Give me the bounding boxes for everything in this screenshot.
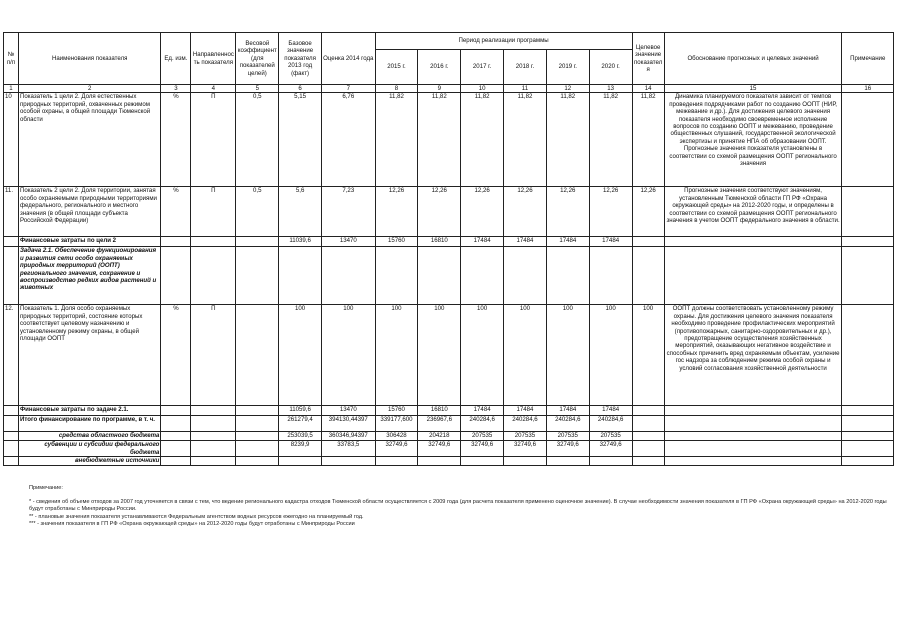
table-row-fin-goal2 [4,237,894,247]
target-value: 12,26 [632,187,664,237]
year-value: 32749,6 [418,441,461,457]
year-value: 306428 [375,432,418,441]
table-row-offbudget [4,457,894,465]
year-value: 240284,6 [504,416,547,432]
task-title: Задача 2.1. Обеспечение функционирования и развития сети особо охраняемых природных территорий (ООПТ) регионального значения, сохранение и воспроизводство редких видов растений и животных [18,247,160,305]
year-value: 240284,6 [546,416,589,432]
year-value: 11,82 [546,93,589,187]
estimate-value: 7,23 [322,187,376,237]
year-value: 100 [461,305,504,406]
year-value: 32749,6 [461,441,504,457]
year-value: 17484 [589,237,632,247]
year-value: 11,82 [375,93,418,187]
column-number: 9 [418,85,461,93]
estimate-value: 33783,5 [322,441,376,457]
year-value: 17484 [589,406,632,416]
header-name: Наименования показателя [18,33,160,85]
estimate-value: 13470 [322,406,376,416]
table-row-total [4,416,894,432]
note-cell [842,93,894,187]
header-direction: Направленность показателя [191,33,236,85]
table-row-regional [4,432,894,441]
header-base: Базовое значение показателя 2013 год (факт) [279,33,322,85]
year-value: 32749,6 [589,441,632,457]
note-cell [842,187,894,237]
year-value: 100 [546,305,589,406]
unit: % [161,93,191,187]
notes-section [29,485,889,529]
federal-label: субвенции и субсидии федерального бюджета [18,441,160,457]
header-year: 2019 г. [546,50,589,85]
column-number: 7 [322,85,376,93]
base-value: 253039,5 [279,432,322,441]
direction: П [191,93,236,187]
year-value: 339177,600 [375,416,418,432]
year-value: 204218 [418,432,461,441]
year-value: 32749,6 [546,441,589,457]
weight [236,305,279,406]
estimate-value: 13470 [322,237,376,247]
estimate-value: 100 [322,305,376,406]
estimate-value: 6,76 [322,93,376,187]
column-number: 4 [191,85,236,93]
year-value: 100 [418,305,461,406]
header-year: 2017 г. [461,50,504,85]
year-value: 207535 [504,432,547,441]
header-year: 2018 г. [504,50,547,85]
row-number: 11. [4,187,19,237]
year-value: 32749,6 [504,441,547,457]
note-cell [842,305,894,406]
target-value: 100 [632,305,664,406]
year-value: 15760 [375,237,418,247]
column-number: 12 [546,85,589,93]
estimate-value: 360346,94397 [322,432,376,441]
estimate-value: 394130,44397 [322,416,376,432]
year-value: 11,82 [461,93,504,187]
year-value: 207535 [589,432,632,441]
column-number: 5 [236,85,279,93]
header-unit: Ед. изм. [161,33,191,85]
header-target: Целевое значение показателя [632,33,664,85]
base-value: 261279,4 [279,416,322,432]
year-value: 17484 [546,406,589,416]
year-value: 17484 [461,237,504,247]
column-number: 15 [664,85,842,93]
year-value: 12,26 [589,187,632,237]
year-value: 17484 [461,406,504,416]
year-value: 12,26 [546,187,589,237]
year-value: 100 [589,305,632,406]
indicator-table [3,32,894,466]
direction: П [191,305,236,406]
regional-label: средства областного бюджета [18,432,160,441]
unit: % [161,187,191,237]
unit: % [161,305,191,406]
indicator-name: Показатель 1. Доля особо охраняемых природных территорий, состояние которых соответствует целевому назначению и установленному режиму охраны, в общей площади ООПТ [18,305,160,406]
indicator-name: Показатель 2 цели 2. Доля территории, занятая особо охраняемыми природными территориями федерального, регионального и местного значения (в общей площади субъекта Российской Федерации) [18,187,160,237]
weight: 0,5 [236,93,279,187]
year-value: 11,82 [589,93,632,187]
column-number: 16 [842,85,894,93]
base-value: 5,6 [279,187,322,237]
note-item: ** - плановые значения показателя устанавливаются Федеральным агентством водных ресурсов ежегодно на планируемый год. [29,513,364,520]
year-value: 12,26 [375,187,418,237]
table-row-11 [4,187,894,237]
target-value: 11,82 [632,93,664,187]
base-value: 100 [279,305,322,406]
header-period: Период реализации программы [375,33,632,50]
table-row-10 [4,93,894,187]
offbudget-label: внебюджетные источники [18,457,160,465]
base-value: 5,15 [279,93,322,187]
year-value: 17484 [504,237,547,247]
header-note: Примечание [842,33,894,85]
header-year: 2015 г. [375,50,418,85]
year-value: 17484 [546,237,589,247]
year-value: 240284,6 [461,416,504,432]
header-n: № п/п [4,33,19,85]
row-number: 10 [4,93,19,187]
table-row-12 [4,305,894,406]
finance-label: Финансовые затраты по цели 2 [18,237,160,247]
indicator-table-sheet [3,32,894,466]
column-number: 2 [18,85,160,93]
notes-title: Примечание: [29,485,63,491]
column-number: 1 [4,85,19,93]
total-label: Итого финансирование по программе, в т. ч. [18,416,160,432]
table-row-task21 [4,247,894,305]
indicator-name: Показатель 1 цели 2. Доля естественных природных территорий, охваченных режимом особой охраны, в общей площади Тюменской области [18,93,160,187]
weight: 0,5 [236,187,279,237]
year-value: 207535 [546,432,589,441]
base-value: 11039,6 [279,237,322,247]
year-value: 236967,6 [418,416,461,432]
justification: Динамика планируемого показателя зависит от темпов проведения подрядчиками работ по созданию ООПТ (НИР, межевание и др.). Для достижения целевого значения показателя необходимо своевременное исполнение вопросов по созданию ООПТ и межеванию, проведение общественных слушаний, государственной экологической экспертизы и принятие НПА об образовании ООПТ. Прогнозные значения показателя установлены в соответствии со схемой размещения ООПТ регионального значения [664,93,842,187]
year-value: 32749,6 [375,441,418,457]
header-estimate: Оценка 2014 года [322,33,376,85]
year-value: 207535 [461,432,504,441]
header-justification: Обоснование прогнозных и целевых значений [664,33,842,85]
year-value: 11,82 [418,93,461,187]
note-item: * - сведения об объеме отходов за 2007 год уточняется в связи с тем, что ведение регионального кадастра отходов Тюменской области осуществляется с 2009 года (для расчета показателя применено оценочное значение). В случае необходимости значения показателя в ГП РФ «Охрана окружающей среды» на 2012-2020 годы будут отработаны с Минприроды России. [29,498,887,513]
year-value: 17484 [504,406,547,416]
table-row-federal [4,441,894,457]
justification: ООПТ должны соответствовать установленному режиму охраны. Для достижения целевого значения показателя необходимо проведение профилактических мероприятий (противопожарных, санитарно-оздоровительных и др.), предотвращение осуществления хозяйственных мероприятий, оказывающих негативное воздействие и способных причинить вред охраняемым объектам, усиление гос надзора за соблюдением режима особой охраны и условий согласования хозяйственной деятельности [664,305,842,406]
column-number: 10 [461,85,504,93]
column-number: 14 [632,85,664,93]
year-value: 12,26 [418,187,461,237]
year-value: 240284,6 [589,416,632,432]
base-value: 8239,9 [279,441,322,457]
header-weight: Весовой коэффициент (для показателей целей) [236,33,279,85]
column-number: 13 [589,85,632,93]
table-row-fin-task21 [4,406,894,416]
header-year: 2020 г. [589,50,632,85]
column-number: 3 [161,85,191,93]
year-value: 16810 [418,406,461,416]
year-value: 100 [375,305,418,406]
note-item: *** - значения показателя в ГП РФ «Охрана окружающей среды» на 2012-2020 годы будут отработаны с Минприроды России [29,521,355,528]
base-value: 11059,6 [279,406,322,416]
year-value: 11,82 [504,93,547,187]
finance-label: Финансовые затраты по задаче 2.1. [18,406,160,416]
year-value: 15760 [375,406,418,416]
direction: П [191,187,236,237]
column-number: 8 [375,85,418,93]
header-year: 2016 г. [418,50,461,85]
year-value: 16810 [418,237,461,247]
year-value: 100 [504,305,547,406]
year-value: 12,26 [504,187,547,237]
column-number: 11 [504,85,547,93]
justification: Прогнозные значения соответствуют значениям, установленным Тюменской области ГП РФ «Охрана окружающей среды» на 2012-2020 годы, и определены в соответствии со схемой размещения ООПТ регионального значения в учетом ООПТ федерального значения в области. [664,187,842,237]
row-number: 12. [4,305,19,406]
year-value: 12,26 [461,187,504,237]
column-number: 6 [279,85,322,93]
